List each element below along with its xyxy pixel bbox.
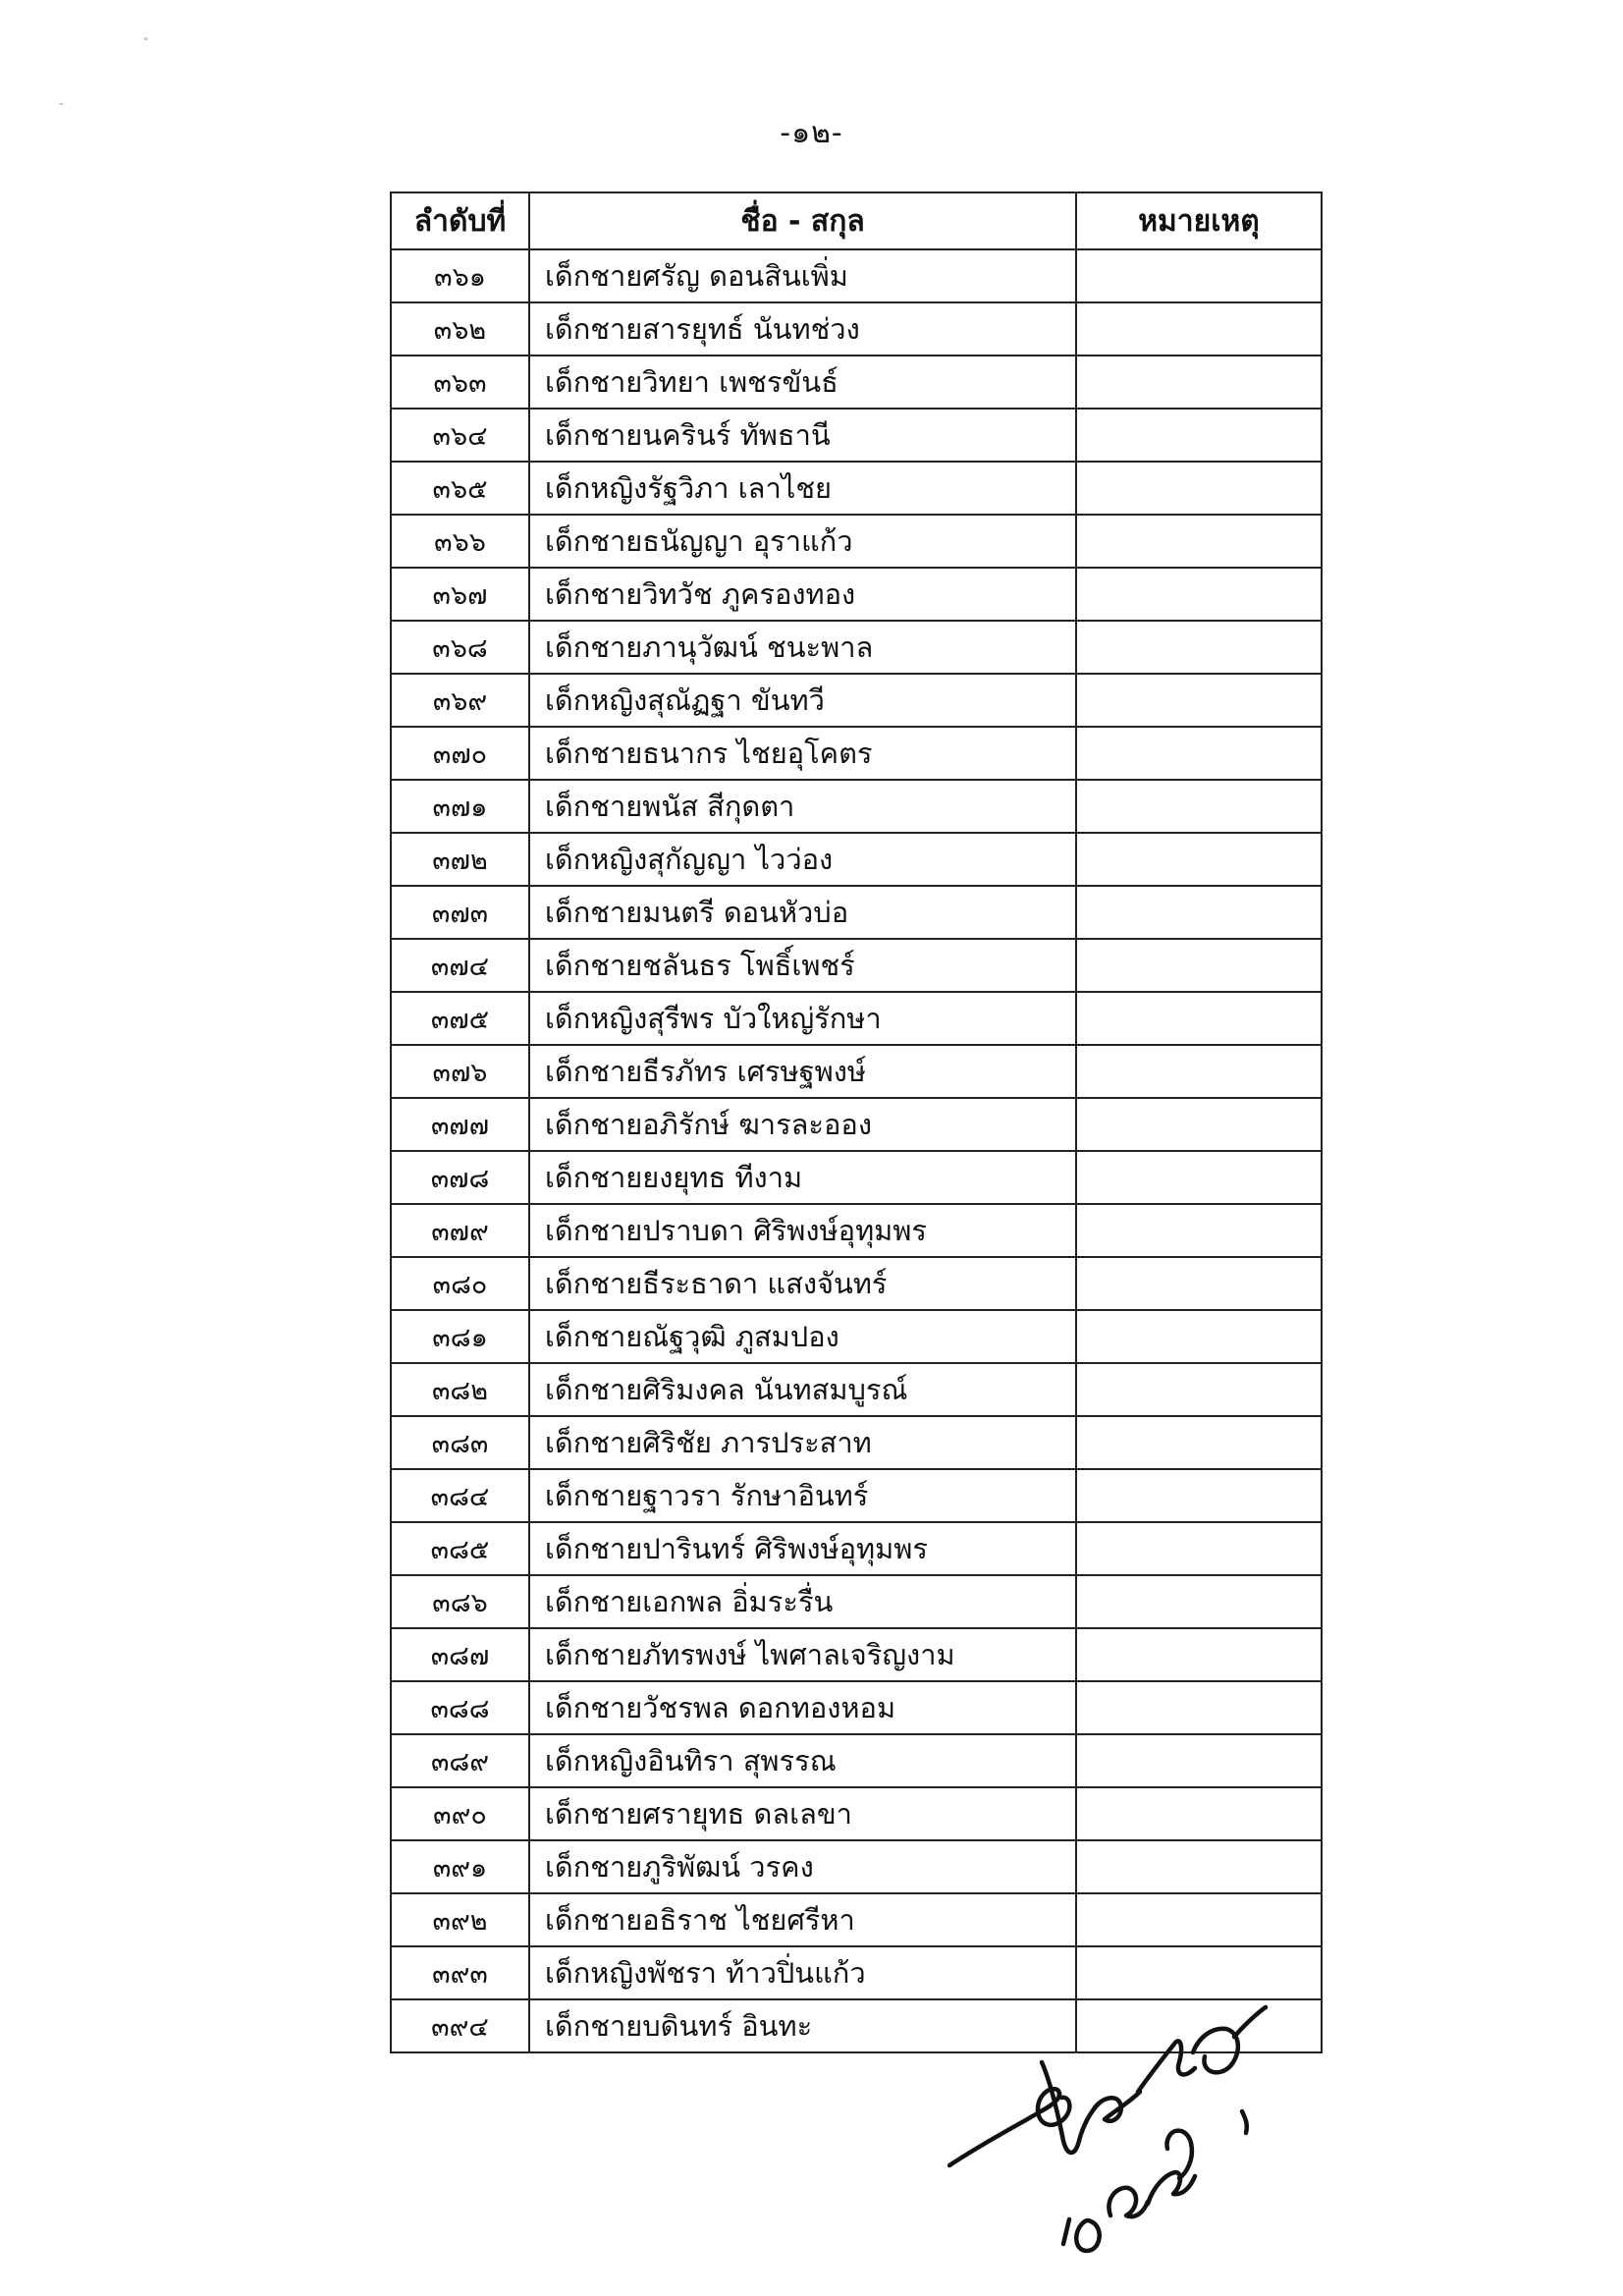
row-order-number: ๓๙๔ (391, 1999, 529, 2052)
row-student-name: เด็กชายอธิราช ไชยศรีหา (529, 1893, 1076, 1946)
row-student-name: เด็กชายภานุวัฒน์ ชนะพาล (529, 621, 1076, 674)
row-order-number: ๓๖๖ (391, 515, 529, 568)
signature-stroke (1234, 2007, 1266, 2037)
table-row (391, 1416, 1322, 1469)
scan-speck: - (59, 96, 65, 112)
row-remark (1076, 1575, 1322, 1628)
header-remark: หมายเหตุ (1076, 192, 1322, 249)
row-remark (1076, 1045, 1322, 1098)
row-remark (1076, 727, 1322, 780)
table-row (391, 409, 1322, 462)
row-order-number: ๓๘๓ (391, 1416, 529, 1469)
row-remark (1076, 1204, 1322, 1257)
row-order-number: ๓๖๕ (391, 462, 529, 515)
row-student-name: เด็กหญิงพัชรา ท้าวปิ่นแก้ว (529, 1946, 1076, 1999)
row-order-number: ๓๗๗ (391, 1098, 529, 1151)
row-remark (1076, 886, 1322, 939)
row-student-name: เด็กชายพนัส สีกุดตา (529, 780, 1076, 833)
signature-stroke (1095, 2092, 1140, 2121)
signature-stroke (949, 2089, 1069, 2165)
table-body (391, 249, 1322, 2052)
table-row (391, 515, 1322, 568)
row-order-number: ๓๙๒ (391, 1893, 529, 1946)
student-roster-table (390, 191, 1323, 2053)
table-row (391, 249, 1322, 302)
row-student-name: เด็กชายณัฐวุฒิ ภูสมปอง (529, 1310, 1076, 1363)
row-student-name: เด็กชายภัทรพงษ์ ไพศาลเจริญงาม (529, 1628, 1076, 1681)
row-order-number: ๓๗๙ (391, 1204, 529, 1257)
table-row (391, 1946, 1322, 1999)
signature-drawing (947, 1994, 1271, 2288)
row-order-number: ๓๖๘ (391, 621, 529, 674)
table-row (391, 302, 1322, 355)
row-order-number: ๓๘๐ (391, 1257, 529, 1310)
table-row (391, 1893, 1322, 1946)
signature-stroke (1109, 2188, 1148, 2216)
row-student-name: เด็กชายศิริมงคล นันทสมบูรณ์ (529, 1363, 1076, 1416)
row-order-number: ๓๙๓ (391, 1946, 529, 1999)
table-row (391, 886, 1322, 939)
row-remark (1076, 1151, 1322, 1204)
table-row (391, 1310, 1322, 1363)
signature-stroke (1166, 2131, 1191, 2178)
table-row (391, 462, 1322, 515)
row-student-name: เด็กชายวัชรพล ดอกทองหอม (529, 1681, 1076, 1734)
row-student-name: เด็กหญิงสุรีพร บัวใหญ่รักษา (529, 992, 1076, 1045)
table-row (391, 1363, 1322, 1416)
row-remark (1076, 568, 1322, 621)
row-order-number: ๓๘๙ (391, 1734, 529, 1787)
row-remark (1076, 621, 1322, 674)
handwritten-signature (947, 1994, 1271, 2288)
table-row (391, 1204, 1322, 1257)
row-remark (1076, 992, 1322, 1045)
row-student-name: เด็กหญิงรัฐวิภา เลาไชย (529, 462, 1076, 515)
table-row (391, 992, 1322, 1045)
row-order-number: ๓๖๗ (391, 568, 529, 621)
signature-stroke (1193, 2029, 1238, 2073)
row-order-number: ๓๗๒ (391, 833, 529, 886)
row-remark (1076, 302, 1322, 355)
row-order-number: ๓๖๒ (391, 302, 529, 355)
row-student-name: เด็กชายวิทวัช ภูครองทอง (529, 568, 1076, 621)
row-order-number: ๓๗๖ (391, 1045, 529, 1098)
row-remark (1076, 355, 1322, 409)
row-remark (1076, 249, 1322, 302)
table-row (391, 355, 1322, 409)
row-student-name: เด็กชายบดินทร์ อินทะ (529, 1999, 1076, 2052)
row-order-number: ๓๖๙ (391, 674, 529, 727)
row-order-number: ๓๗๕ (391, 992, 529, 1045)
row-remark (1076, 1628, 1322, 1681)
table-row (391, 1787, 1322, 1840)
row-order-number: ๓๙๑ (391, 1840, 529, 1893)
row-order-number: ๓๖๑ (391, 249, 529, 302)
row-student-name: เด็กชายศิริชัย ภารประสาท (529, 1416, 1076, 1469)
signature-stroke (1148, 2172, 1195, 2204)
row-student-name: เด็กหญิงสุณัฏฐา ขันทวี (529, 674, 1076, 727)
row-remark (1076, 674, 1322, 727)
header-order-number: ลำดับที่ (391, 192, 529, 249)
row-student-name: เด็กชายธนัญญา อุราแก้ว (529, 515, 1076, 568)
row-order-number: ๓๙๐ (391, 1787, 529, 1840)
row-remark (1076, 1522, 1322, 1575)
row-remark (1076, 515, 1322, 568)
signature-stroke (1063, 2219, 1069, 2244)
row-remark (1076, 1416, 1322, 1469)
row-student-name: เด็กชายภูริพัฒน์ วรคง (529, 1840, 1076, 1893)
row-order-number: ๓๘๘ (391, 1681, 529, 1734)
signature-stroke (1076, 2220, 1099, 2251)
row-student-name: เด็กชายธนากร ไชยอุโคตร (529, 727, 1076, 780)
table-row (391, 568, 1322, 621)
row-remark (1076, 1946, 1322, 1999)
row-student-name: เด็กชายธีรภัทร เศรษฐพงษ์ (529, 1045, 1076, 1098)
table-row (391, 1098, 1322, 1151)
row-order-number: ๓๗๔ (391, 939, 529, 992)
table-row (391, 1681, 1322, 1734)
table-row (391, 674, 1322, 727)
row-order-number: ๓๘๒ (391, 1363, 529, 1416)
row-student-name: เด็กชายนครินร์ ทัพธานี (529, 409, 1076, 462)
row-student-name: เด็กชายวิทยา เพชรขันธ์ (529, 355, 1076, 409)
row-remark (1076, 1840, 1322, 1893)
row-remark (1076, 1257, 1322, 1310)
page-number: -๑๒- (780, 116, 843, 150)
row-order-number: ๓๗๓ (391, 886, 529, 939)
table-row (391, 1734, 1322, 1787)
row-remark (1076, 1734, 1322, 1787)
table-row (391, 780, 1322, 833)
row-remark (1076, 780, 1322, 833)
table-header-row (391, 192, 1322, 249)
row-order-number: ๓๖๔ (391, 409, 529, 462)
row-remark (1076, 1098, 1322, 1151)
row-remark (1076, 1787, 1322, 1840)
row-remark (1076, 1893, 1322, 1946)
row-remark (1076, 833, 1322, 886)
row-student-name: เด็กชายศรัญ ดอนสินเพิ่ม (529, 249, 1076, 302)
table-row (391, 1628, 1322, 1681)
row-student-name: เด็กชายธีระธาดา แสงจันทร์ (529, 1257, 1076, 1310)
row-remark (1076, 1469, 1322, 1522)
row-order-number: ๓๘๑ (391, 1310, 529, 1363)
row-remark (1076, 939, 1322, 992)
table-row (391, 1045, 1322, 1098)
table-row (391, 1575, 1322, 1628)
row-order-number: ๓๘๗ (391, 1628, 529, 1681)
table-row (391, 1151, 1322, 1204)
row-student-name: เด็กชายศรายุทธ ดลเลขา (529, 1787, 1076, 1840)
row-order-number: ๓๗๐ (391, 727, 529, 780)
row-order-number: ๓๘๖ (391, 1575, 529, 1628)
signature-stroke (1242, 2111, 1247, 2133)
row-order-number: ๓๗๑ (391, 780, 529, 833)
row-student-name: เด็กชายชลันธร โพธิ์เพชร์ (529, 939, 1076, 992)
row-order-number: ๓๘๕ (391, 1522, 529, 1575)
row-remark (1076, 1681, 1322, 1734)
row-student-name: เด็กชายฐาวรา รักษาอินทร์ (529, 1469, 1076, 1522)
signature-stroke (1138, 2041, 1195, 2092)
row-order-number: ๓๗๘ (391, 1151, 529, 1204)
row-student-name: เด็กหญิงสุกัญญา ไวว่อง (529, 833, 1076, 886)
header-full-name: ชื่อ - สกุล (529, 192, 1076, 249)
row-student-name: เด็กชายสารยุทธ์ นันทช่วง (529, 302, 1076, 355)
table-row (391, 1469, 1322, 1522)
row-student-name: เด็กชายอภิรักษ์ ฆารละออง (529, 1098, 1076, 1151)
table-row (391, 621, 1322, 674)
row-student-name: เด็กชายปราบดา ศิริพงษ์อุทุมพร (529, 1204, 1076, 1257)
row-remark (1076, 1363, 1322, 1416)
scan-speck: ˇ (142, 37, 149, 53)
row-student-name: เด็กชายปารินทร์ ศิริพงษ์อุทุมพร (529, 1522, 1076, 1575)
table-row (391, 1257, 1322, 1310)
row-order-number: ๓๘๔ (391, 1469, 529, 1522)
row-order-number: ๓๖๓ (391, 355, 529, 409)
row-student-name: เด็กชายยงยุทธ ทีงาม (529, 1151, 1076, 1204)
row-student-name: เด็กหญิงอินทิรา สุพรรณ (529, 1734, 1076, 1787)
row-student-name: เด็กชายมนตรี ดอนหัวบ่อ (529, 886, 1076, 939)
table-row (391, 939, 1322, 992)
row-student-name: เด็กชายเอกพล อิ่มระรื่น (529, 1575, 1076, 1628)
table-row (391, 833, 1322, 886)
row-remark (1076, 1310, 1322, 1363)
table-row (391, 727, 1322, 780)
row-remark (1076, 409, 1322, 462)
row-remark (1076, 462, 1322, 515)
table-row (391, 1522, 1322, 1575)
table-row (391, 1840, 1322, 1893)
